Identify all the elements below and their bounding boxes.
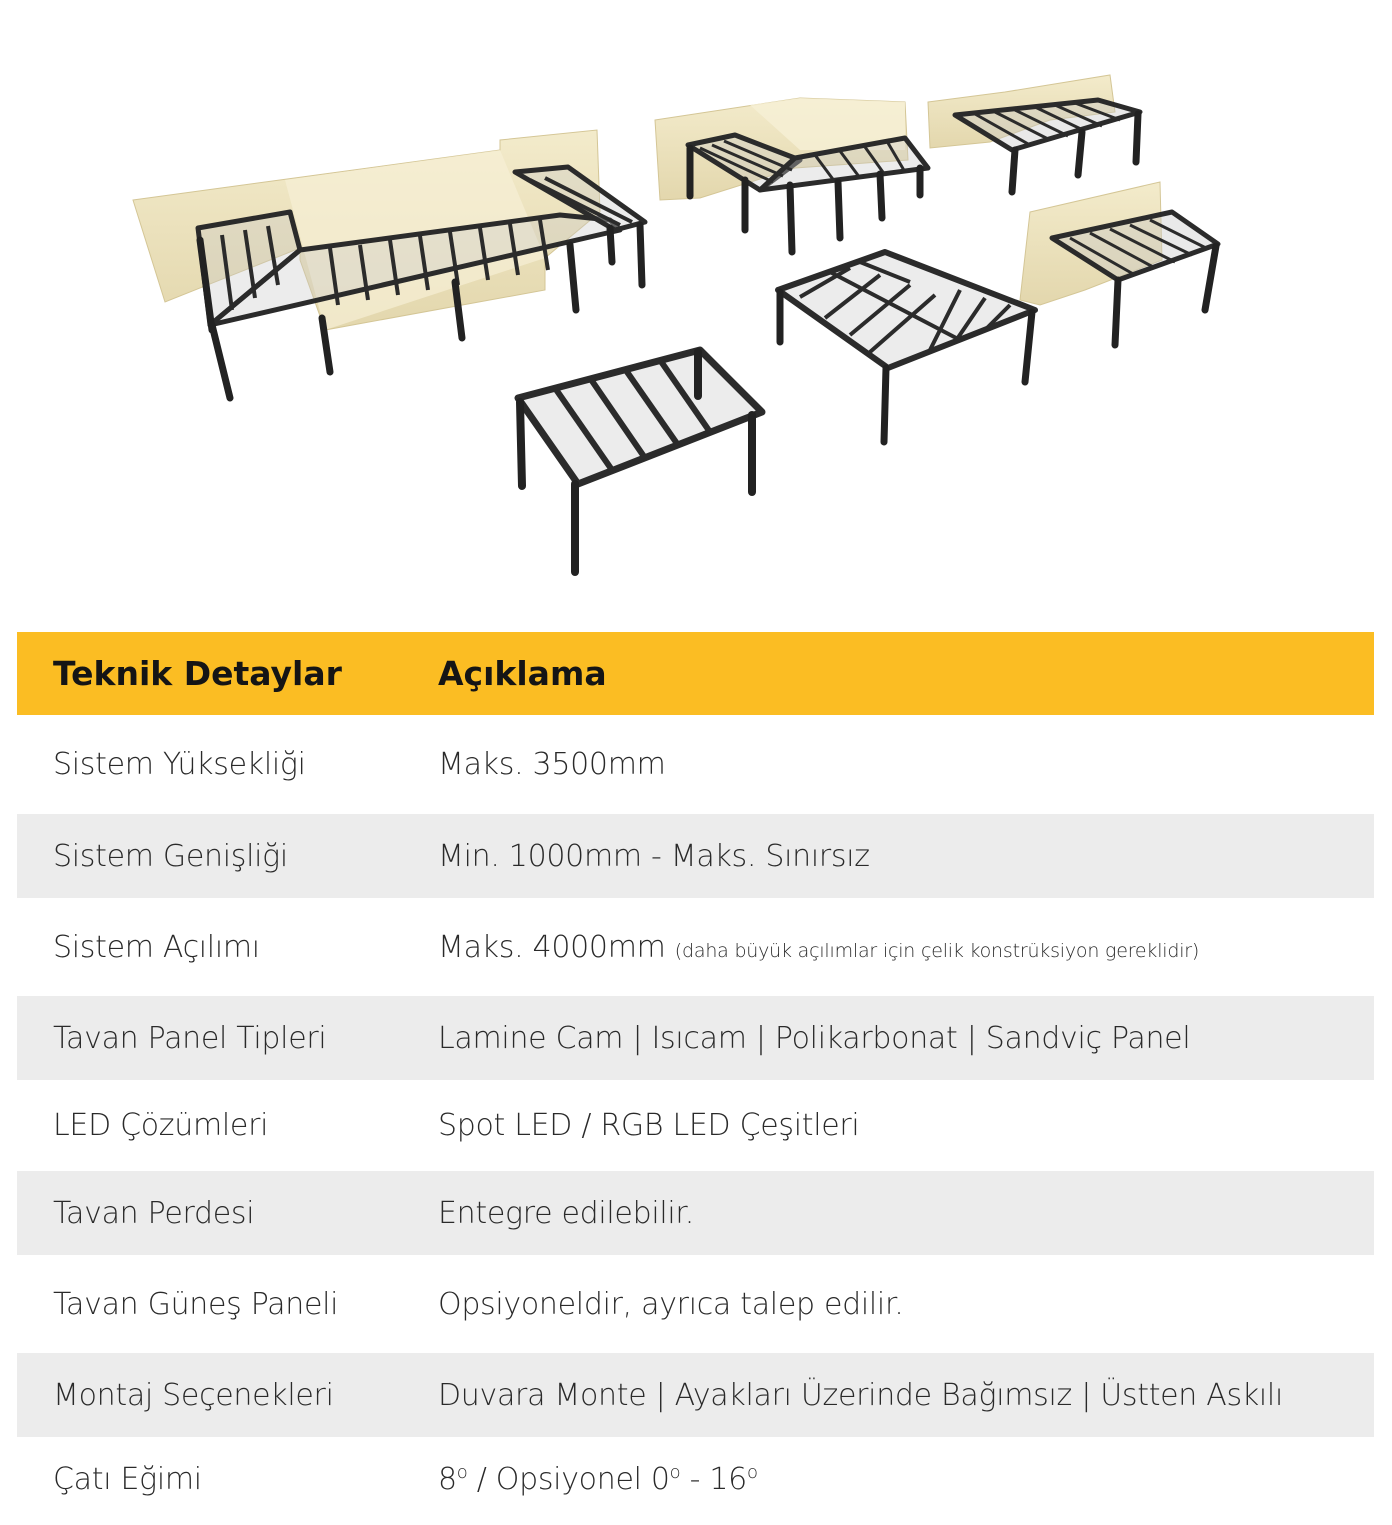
roof-slope-option: / Opsiyonel 0 bbox=[467, 1461, 670, 1497]
row-value-main: Maks. 4000mm bbox=[438, 929, 666, 965]
table-row bbox=[17, 1255, 1374, 1353]
table-header bbox=[17, 632, 1374, 715]
row-value bbox=[438, 1462, 1374, 1497]
pergola-model-freestanding-flat bbox=[518, 350, 762, 572]
pergola-model-corner-wall bbox=[655, 98, 928, 252]
row-value: Lamine Cam | Isıcam | Polikarbonat | Sandviç Panel bbox=[438, 1020, 1191, 1056]
pergola-model-wall-right bbox=[928, 75, 1140, 192]
table-row bbox=[17, 715, 1374, 814]
row-value-note: (daha büyük açılımlar için çelik konstrüksiyon gereklidir) bbox=[674, 939, 1200, 962]
table-row bbox=[17, 898, 1374, 996]
pergola-illustration bbox=[0, 0, 1392, 620]
table-row bbox=[17, 996, 1374, 1080]
row-value: Spot LED / RGB LED Çeşitleri bbox=[438, 1108, 860, 1143]
row-label: Montaj Seçenekleri bbox=[53, 1377, 334, 1413]
degree-mark: o bbox=[456, 1461, 468, 1483]
degree-mark: o bbox=[669, 1461, 681, 1483]
table-row bbox=[17, 1437, 1374, 1521]
header-description: Açıklama bbox=[438, 654, 607, 693]
pergola-model-wall-small bbox=[1020, 182, 1218, 345]
row-label: LED Çözümleri bbox=[53, 1108, 269, 1143]
row-label: Sistem Yüksekliği bbox=[53, 747, 306, 782]
row-label: Sistem Açılımı bbox=[53, 929, 260, 965]
row-label: Sistem Genişliği bbox=[53, 838, 288, 874]
row-label: Tavan Güneş Paneli bbox=[53, 1286, 339, 1322]
technical-details-table bbox=[17, 632, 1374, 1521]
row-value: Duvara Monte | Ayakları Üzerinde Bağımsız | Üstten Askılı bbox=[438, 1377, 1283, 1413]
row-value: Min. 1000mm - Maks. Sınırsız bbox=[438, 838, 870, 874]
roof-slope-value: 8 bbox=[438, 1461, 457, 1497]
degree-mark: o bbox=[746, 1461, 758, 1483]
row-label: Tavan Panel Tipleri bbox=[53, 1020, 327, 1056]
table-row bbox=[17, 1353, 1374, 1437]
row-value bbox=[438, 930, 1374, 965]
roof-slope-max: - 16 bbox=[680, 1461, 747, 1497]
table-row bbox=[17, 1171, 1374, 1255]
row-value: Entegre edilebilir. bbox=[438, 1195, 694, 1231]
pergola-model-long-wall bbox=[133, 130, 645, 398]
row-label: Çatı Eğimi bbox=[53, 1461, 202, 1497]
row-value: Maks. 3500mm bbox=[438, 747, 666, 782]
row-label: Tavan Perdesi bbox=[53, 1195, 255, 1231]
table-row bbox=[17, 814, 1374, 898]
row-value: Opsiyoneldir, ayrıca talep edilir. bbox=[438, 1286, 904, 1322]
pergola-model-freestanding-gable bbox=[778, 252, 1035, 442]
header-technical-details: Teknik Detaylar bbox=[53, 654, 342, 693]
table-row bbox=[17, 1080, 1374, 1171]
